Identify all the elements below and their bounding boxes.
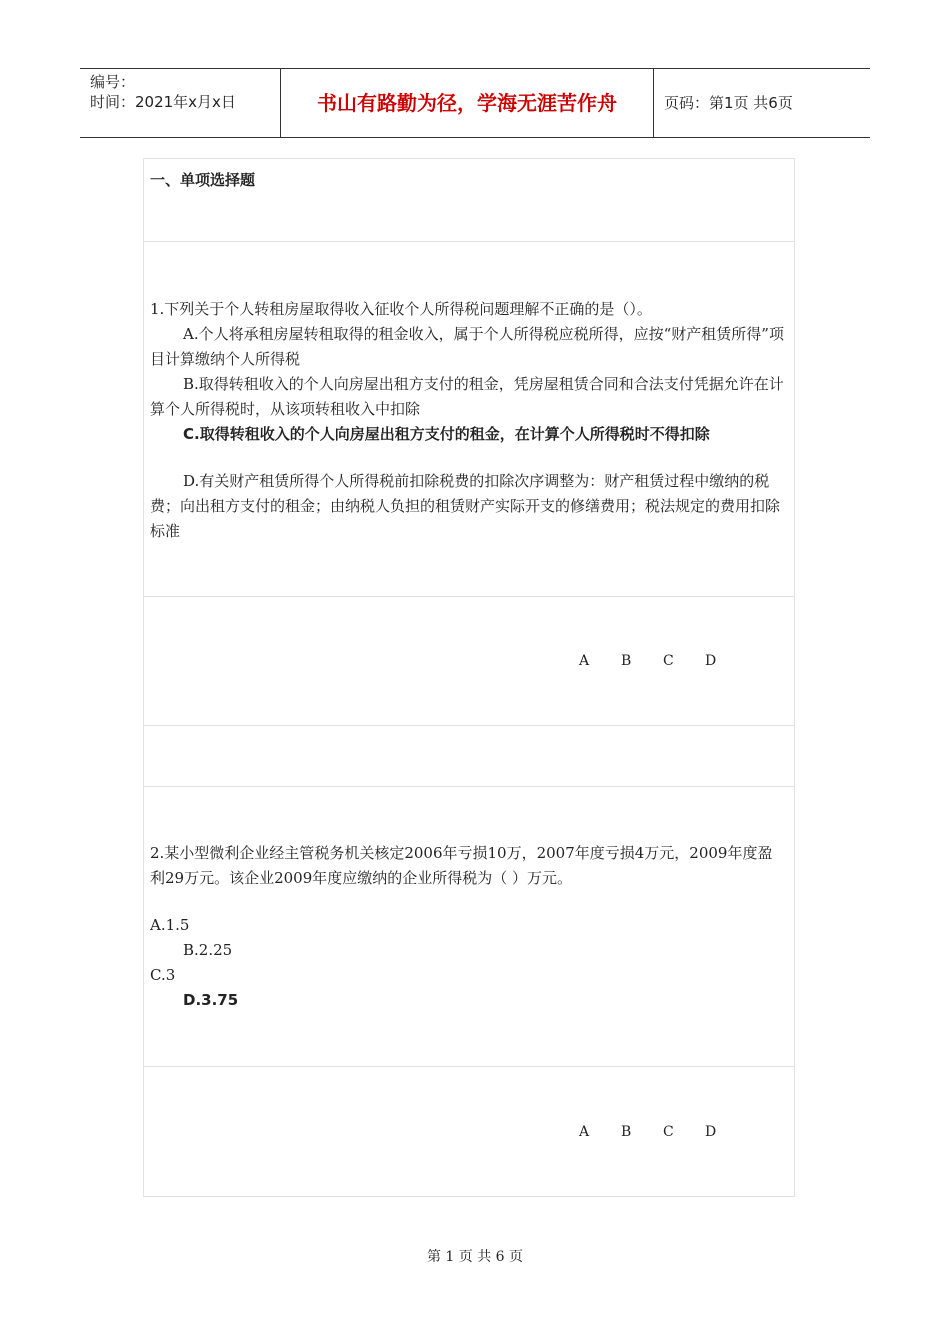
question-2 bbox=[150, 841, 786, 1013]
answer-choice-b[interactable]: B bbox=[621, 1124, 632, 1140]
spacer bbox=[150, 891, 786, 913]
header-motto: 书山有路勤为径，学海无涯苦作舟 bbox=[281, 69, 654, 137]
divider bbox=[144, 596, 794, 597]
answer-choice-c[interactable]: C bbox=[663, 653, 674, 669]
question-1-answer-row bbox=[579, 653, 747, 669]
header-page-info: 页码：第1页 共6页 bbox=[664, 94, 793, 112]
question-1-option-d[interactable]: D.有关财产租赁所得个人所得税前扣除税费的扣除次序调整为：财产租赁过程中缴纳的税费；向出租方支付的租金；由纳税人负担的租赁财产实际开支的修缮费用；税法规定的费用扣除标准 bbox=[150, 472, 781, 540]
spacer bbox=[150, 447, 786, 469]
answer-choice-a[interactable]: A bbox=[579, 653, 590, 669]
header-meta-cell bbox=[80, 69, 281, 137]
divider bbox=[144, 786, 794, 787]
question-2-stem: 2.某小型微利企业经主管税务机关核定2006年亏损10万，2007年度亏损4万元，2009年度盈利29万元。该企业2009年度应缴纳的企业所得税为（ ）万元。 bbox=[150, 844, 773, 887]
question-2-option-d[interactable]: D.3.75 bbox=[183, 991, 239, 1009]
question-1-option-c[interactable]: C.取得转租收入的个人向房屋出租方支付的租金，在计算个人所得税时不得扣除 bbox=[183, 425, 710, 443]
question-2-answer-row bbox=[579, 1124, 747, 1140]
document-date-label: 时间：2021年x月x日 bbox=[90, 93, 236, 111]
divider bbox=[144, 241, 794, 242]
document-code-label: 编号： bbox=[90, 73, 136, 91]
question-1 bbox=[150, 297, 786, 544]
answer-choice-d[interactable]: D bbox=[705, 1124, 717, 1140]
divider bbox=[144, 1066, 794, 1067]
question-1-option-b[interactable]: B.取得转租收入的个人向房屋出租方支付的租金，凭房屋租赁合同和合法支付凭据允许在计算个人所得税时，从该项转租收入中扣除 bbox=[150, 375, 784, 418]
answer-choice-b[interactable]: B bbox=[621, 653, 632, 669]
answer-choice-a[interactable]: A bbox=[579, 1124, 590, 1140]
page-footer: 第 1 页 共 6 页 bbox=[426, 1249, 524, 1265]
question-container bbox=[143, 158, 795, 1197]
answer-choice-d[interactable]: D bbox=[705, 653, 717, 669]
section-title: 一、单项选择题 bbox=[150, 171, 256, 189]
page-header bbox=[80, 68, 870, 138]
question-2-option-c[interactable]: C.3 bbox=[150, 966, 176, 984]
question-2-option-b[interactable]: B.2.25 bbox=[183, 941, 233, 959]
question-1-option-a[interactable]: A.个人将承租房屋转租取得的租金收入，属于个人所得税应税所得，应按“财产租赁所得”项目计算缴纳个人所得税 bbox=[150, 325, 784, 368]
question-1-stem: 1.下列关于个人转租房屋取得收入征收个人所得税问题理解不正确的是（）。 bbox=[150, 300, 652, 318]
answer-choice-c[interactable]: C bbox=[663, 1124, 674, 1140]
divider bbox=[144, 725, 794, 726]
question-2-option-a[interactable]: A.1.5 bbox=[150, 916, 190, 934]
